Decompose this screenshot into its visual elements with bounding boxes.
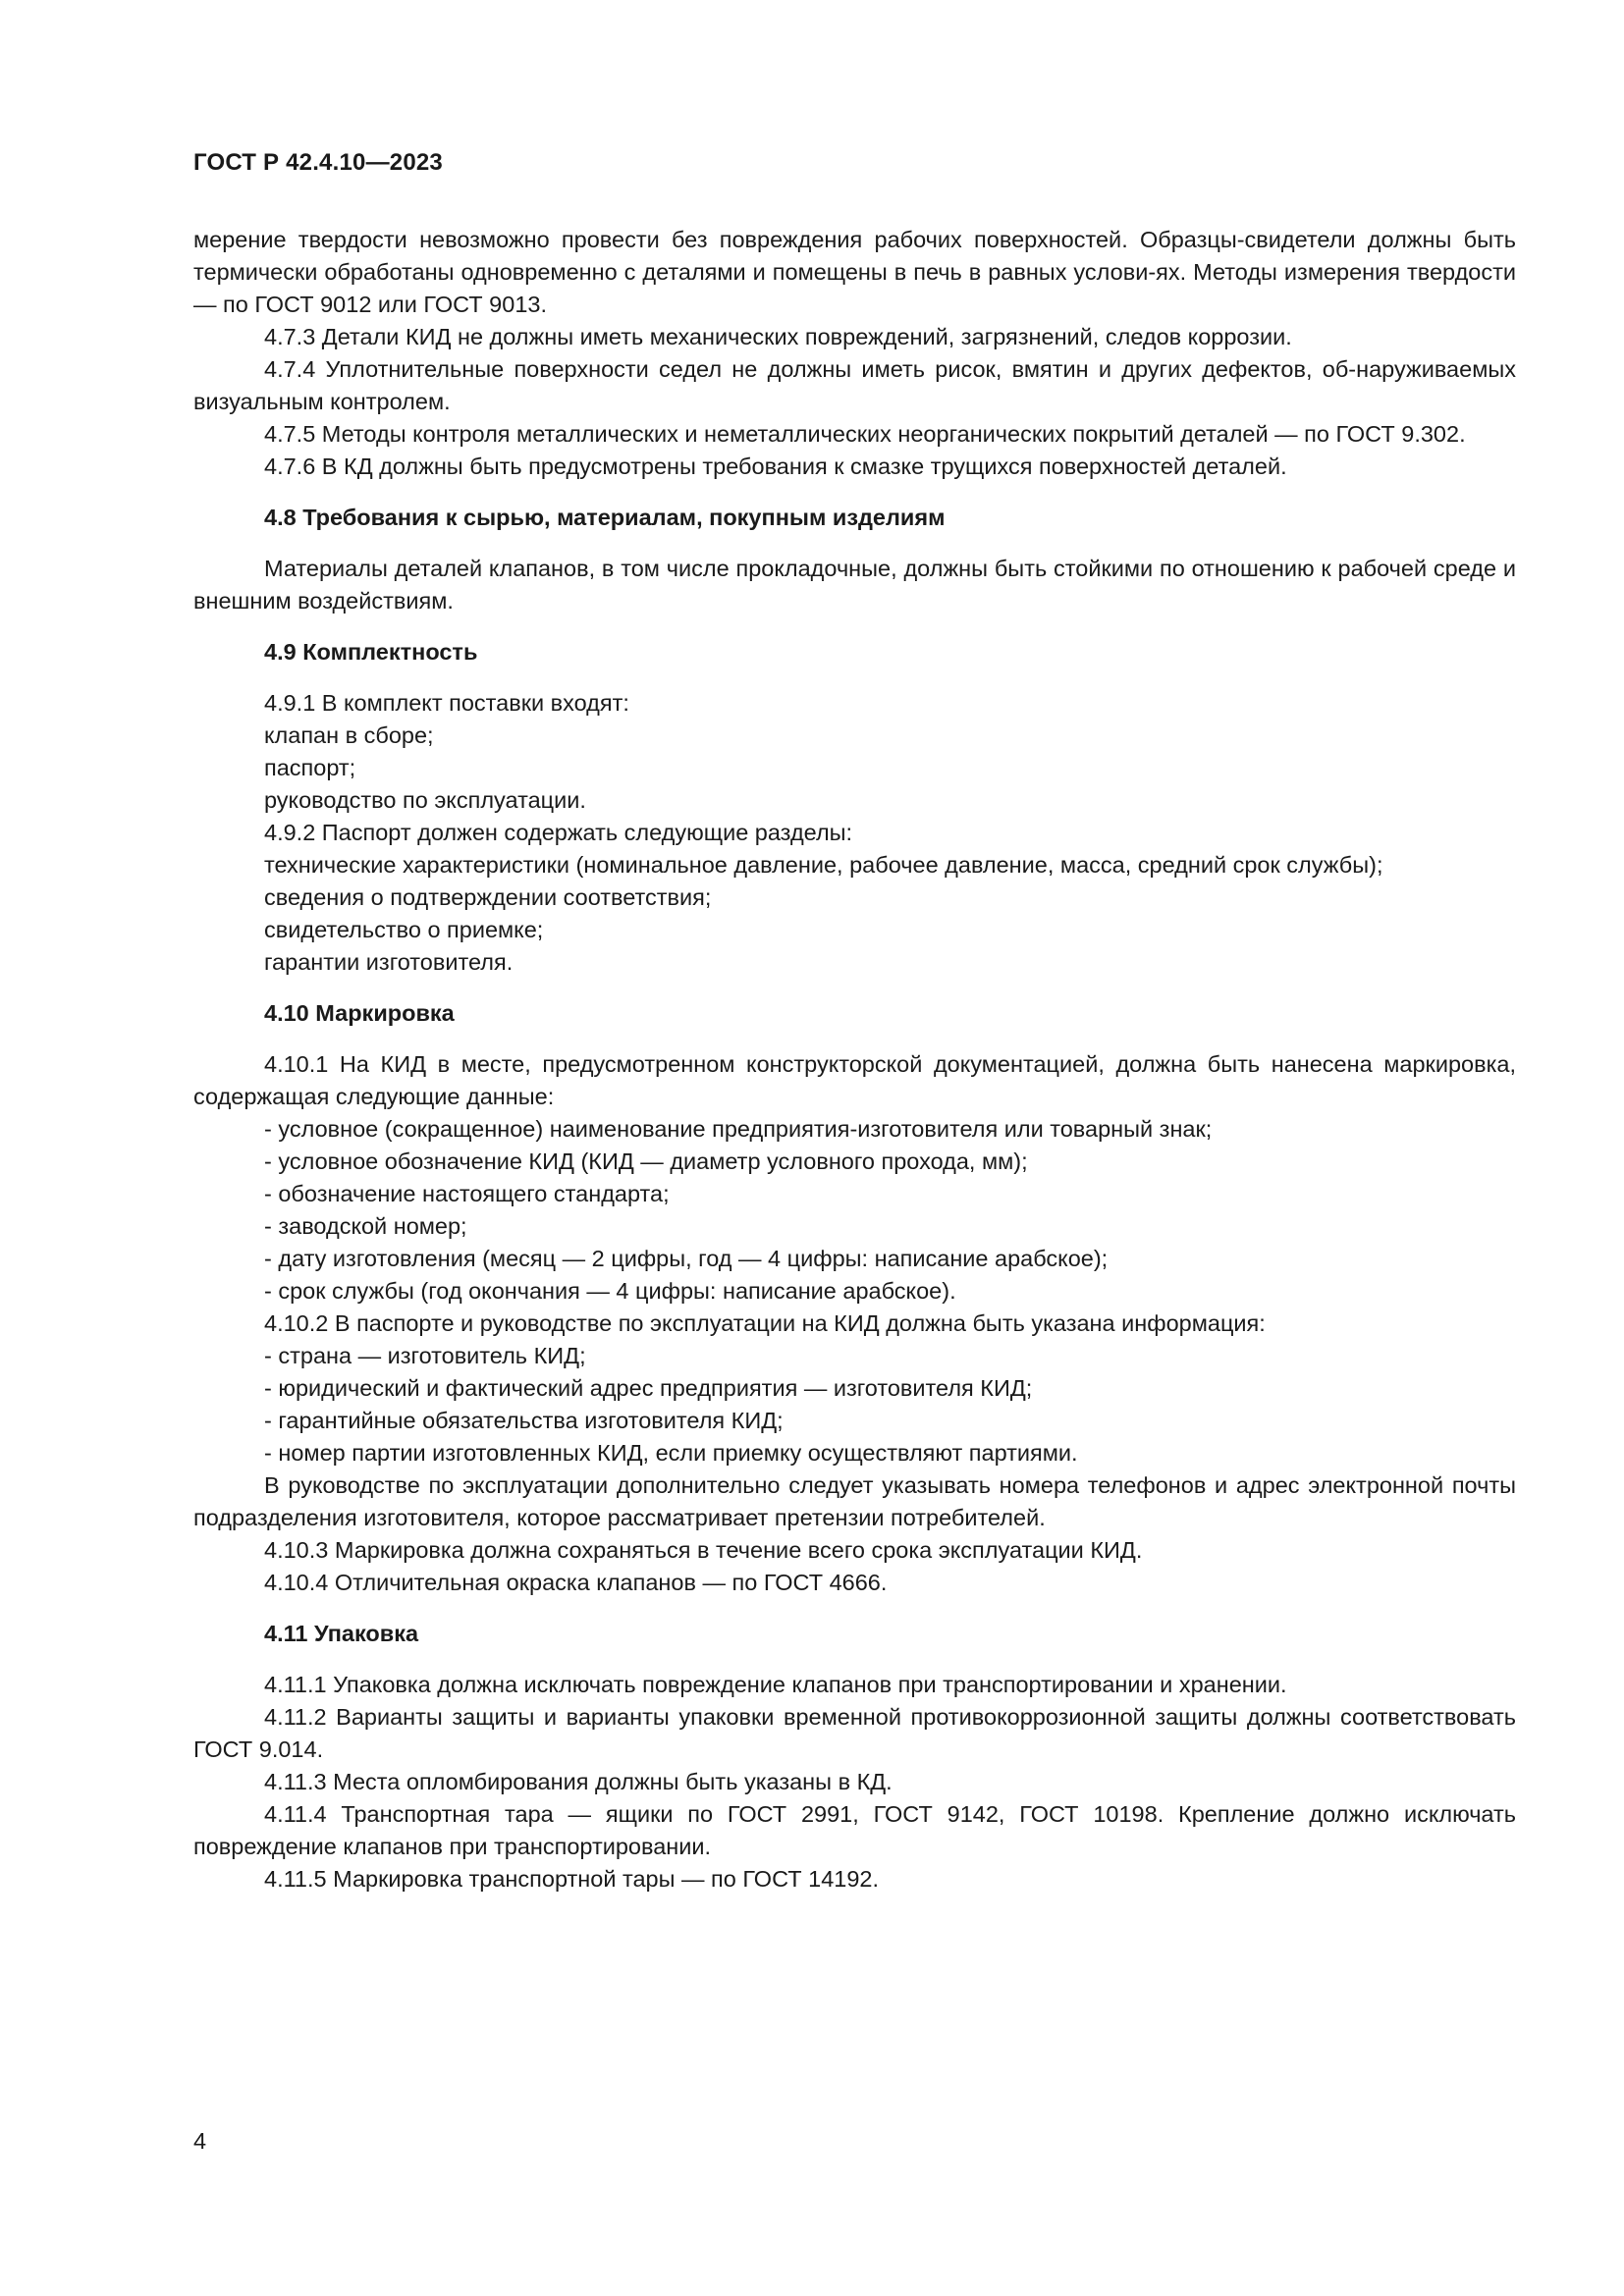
- list-item: паспорт;: [264, 755, 356, 780]
- paragraph: В руководстве по эксплуатации дополнительно следует указывать номера телефонов и адрес электронной почты подразделения изготовителя, которое рассматривает претензии потребителей.: [193, 1472, 1516, 1530]
- section-heading: 4.8 Требования к сырью, материалам, покупным изделиям: [264, 505, 946, 530]
- list-item: клапан в сборе;: [264, 722, 434, 748]
- paragraph: 4.10.3 Маркировка должна сохраняться в течение всего срока эксплуатации КИД.: [264, 1537, 1143, 1563]
- paragraph: 4.11.3 Места опломбирования должны быть указаны в КД.: [264, 1769, 893, 1794]
- paragraph: 4.7.4 Уплотнительные поверхности седел не должны иметь рисок, вмятин и других дефектов, об-наруживаемых визуальным контролем.: [193, 356, 1516, 414]
- paragraph: мерение твердости невозможно провести без повреждения рабочих поверхностей. Образцы-свидетели должны быть термически обработаны одновременно с деталями и помещены в печь в равных услови-ях. Методы измерения твердости — по ГОСТ 9012 или ГОСТ 9013.: [193, 227, 1516, 317]
- dash-list-item: - обозначение настоящего стандарта;: [193, 1178, 1516, 1210]
- paragraph: Материалы деталей клапанов, в том числе прокладочные, должны быть стойкими по отношению к рабочей среде и внешним воздействиям.: [193, 556, 1516, 614]
- dash-list-item: - гарантийные обязательства изготовителя КИД;: [193, 1405, 1516, 1437]
- paragraph: 4.11.4 Транспортная тара — ящики по ГОСТ 2991, ГОСТ 9142, ГОСТ 10198. Крепление должно исключать повреждение клапанов при транспортировании.: [193, 1801, 1516, 1859]
- paragraph: 4.9.1 В комплект поставки входят:: [264, 690, 629, 716]
- paragraph: 4.10.2 В паспорте и руководстве по эксплуатации на КИД должна быть указана информация:: [264, 1310, 1266, 1336]
- section-heading: 4.10 Маркировка: [264, 1000, 455, 1026]
- list-item: гарантии изготовителя.: [264, 949, 514, 975]
- document-header: ГОСТ Р 42.4.10—2023: [193, 149, 443, 176]
- paragraph: 4.7.6 В КД должны быть предусмотрены требования к смазке трущихся поверхностей деталей.: [264, 454, 1287, 479]
- paragraph: 4.11.5 Маркировка транспортной тары — по ГОСТ 14192.: [264, 1866, 880, 1892]
- page-number: 4: [193, 2128, 207, 2154]
- paragraph: 4.7.5 Методы контроля металлических и неметаллических неорганических покрытий деталей — по ГОСТ 9.302.: [264, 421, 1466, 447]
- paragraph: 4.7.3 Детали КИД не должны иметь механических повреждений, загрязнений, следов коррозии.: [264, 324, 1292, 349]
- paragraph: 4.11.2 Варианты защиты и варианты упаковки временной противокоррозионной защиты должны соответствовать ГОСТ 9.014.: [193, 1704, 1516, 1762]
- dash-list-item: - юридический и фактический адрес предприятия — изготовителя КИД;: [193, 1372, 1516, 1405]
- dash-list-item: - страна — изготовитель КИД;: [193, 1340, 1516, 1372]
- paragraph: 4.10.4 Отличительная окраска клапанов — по ГОСТ 4666.: [264, 1570, 888, 1595]
- list-item: свидетельство о приемке;: [264, 917, 544, 942]
- section-heading: 4.11 Упаковка: [264, 1621, 419, 1646]
- list-item: технические характеристики (номинальное давление, рабочее давление, масса, средний срок службы);: [264, 852, 1383, 878]
- dash-list-item: - срок службы (год окончания — 4 цифры: написание арабское).: [193, 1275, 1516, 1308]
- paragraph: 4.11.1 Упаковка должна исключать повреждение клапанов при транспортировании и хранении.: [264, 1672, 1287, 1697]
- section-heading: 4.9 Комплектность: [264, 639, 478, 665]
- dash-list-item: - дату изготовления (месяц — 2 цифры, год — 4 цифры: написание арабское);: [193, 1243, 1516, 1275]
- dash-list-item: - номер партии изготовленных КИД, если приемку осуществляют партиями.: [193, 1437, 1516, 1469]
- paragraph: 4.9.2 Паспорт должен содержать следующие разделы:: [264, 820, 853, 845]
- dash-list-item: - условное (сокращенное) наименование предприятия-изготовителя или товарный знак;: [193, 1113, 1516, 1146]
- document-body: [193, 224, 1516, 1896]
- paragraph: 4.10.1 На КИД в месте, предусмотренном конструкторской документацией, должна быть нанесена маркировка, содержащая следующие данные:: [193, 1051, 1516, 1109]
- list-item: сведения о подтверждении соответствия;: [264, 884, 712, 910]
- dash-list-item: - условное обозначение КИД (КИД — диаметр условного прохода, мм);: [193, 1146, 1516, 1178]
- dash-list-item: - заводской номер;: [193, 1210, 1516, 1243]
- list-item: руководство по эксплуатации.: [264, 787, 586, 813]
